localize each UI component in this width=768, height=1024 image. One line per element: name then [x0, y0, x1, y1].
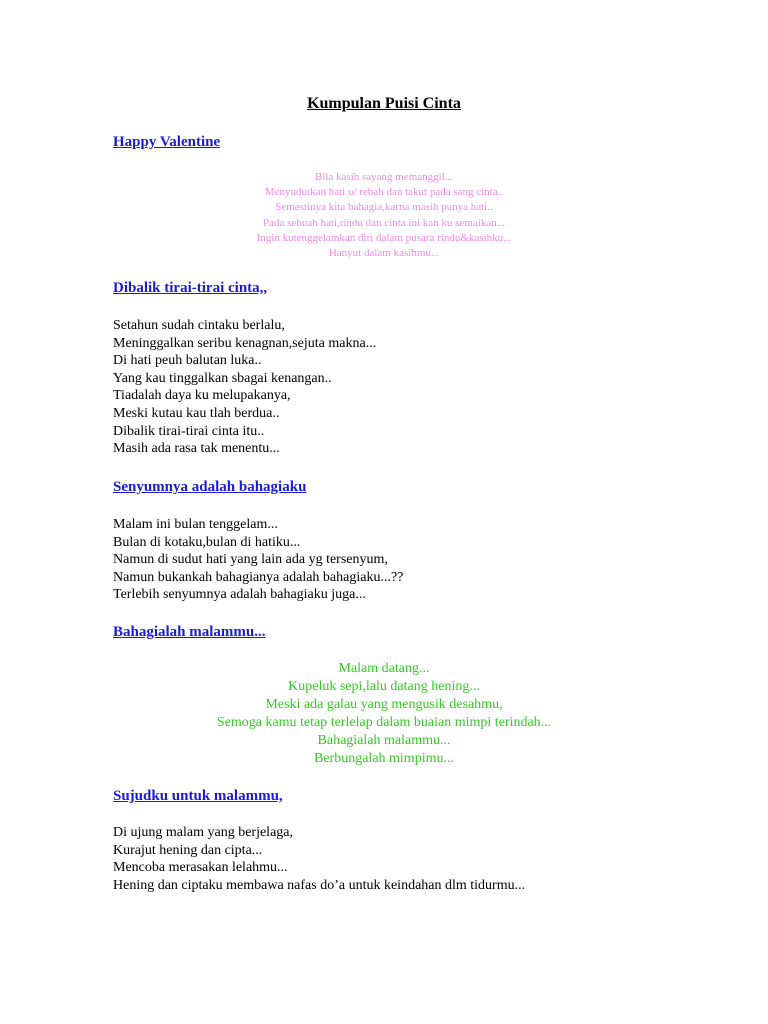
poem-line: Meninggalkan seribu kenagnan,sejuta makna...: [113, 335, 377, 351]
poem-line: Meski ada galau yang mengusik desahmu,: [265, 696, 503, 712]
poem-line: Malam datang...: [338, 661, 430, 676]
poem-line: Namun di sudut hati yang lain ada yg tersenyum,: [113, 552, 388, 568]
poem-line: Malam ini bulan tenggelam...: [113, 517, 278, 532]
poem-heading: Dibalik tirai-tirai cinta,,: [113, 280, 268, 296]
poem-line: Semestinya kita bahagia,karna masih punya hati..: [275, 201, 493, 214]
poem-line: Di ujung malam yang berjelaga,: [113, 825, 293, 840]
poem-body: [0, 170, 768, 261]
poem-line: Di hati peuh balutan luka..: [113, 353, 262, 369]
poem-line: Semoga kamu tetap terlelap dalam buaian mimpi terindah...: [216, 714, 552, 730]
poem-body: [113, 317, 376, 458]
poem-heading: Sujudku untuk malammu,: [113, 788, 283, 804]
poem-body: [113, 516, 403, 604]
poem-line: Pada sebuah hati,rindu dan cinta ini kan ku semaikan...: [263, 216, 505, 229]
poem-line: Meski kutau kau tlah berdua..: [113, 405, 280, 421]
poem-body: [113, 824, 525, 894]
poem-line: Bila kasih sayang memanggil...: [314, 171, 454, 183]
poem-heading: Happy Valentine: [113, 134, 221, 150]
poem-line: Berbungalah mimpimu...: [314, 750, 454, 766]
poem-line: Bahagialah malammu...: [317, 732, 451, 748]
poem-line: Yang kau tinggalkan sbagai kenangan..: [113, 370, 332, 386]
poem-line: Hening dan ciptaku membawa nafas do’a untuk keindahan dlm tidurmu...: [113, 877, 526, 893]
poem-heading: Bahagialah malammu...: [113, 624, 266, 640]
poem-line: Masih ada rasa tak menentu...: [113, 441, 280, 457]
document-title: Kumpulan Puisi Cinta: [307, 95, 461, 112]
poem-line: Bulan di kotaku,bulan di hatiku...: [113, 534, 301, 550]
poem-heading: Senyumnya adalah bahagiaku: [113, 479, 307, 495]
poem-line: Menyudutkan hati u/ rebah dan takut pada sang cinta..: [264, 186, 504, 199]
poem-line: Tiadalah daya ku melupakanya,: [113, 388, 291, 404]
poem-line: Kupeluk sepi,lalu datang hening...: [288, 678, 480, 694]
poem-line: Dibalik tirai-tirai cinta itu..: [113, 423, 265, 439]
poem-line: Setahun sudah cintaku berlalu,: [113, 318, 285, 333]
poem-line: Namun bukankah bahagianya adalah bahagiaku...??: [113, 569, 404, 585]
poem-body: [0, 660, 768, 767]
poem-line: Mencoba merasakan lelahmu...: [113, 860, 288, 876]
poem-line: Ingin kutenggelamkan diri dalam pusara rindu&kasihku...: [256, 231, 512, 244]
poem-line: Terlebih senyumnya adalah bahagiaku juga...: [113, 587, 366, 603]
poem-line: Hanyut dalam kasihmu...: [328, 247, 440, 260]
poem-line: Kurajut hening dan cipta...: [113, 842, 263, 858]
